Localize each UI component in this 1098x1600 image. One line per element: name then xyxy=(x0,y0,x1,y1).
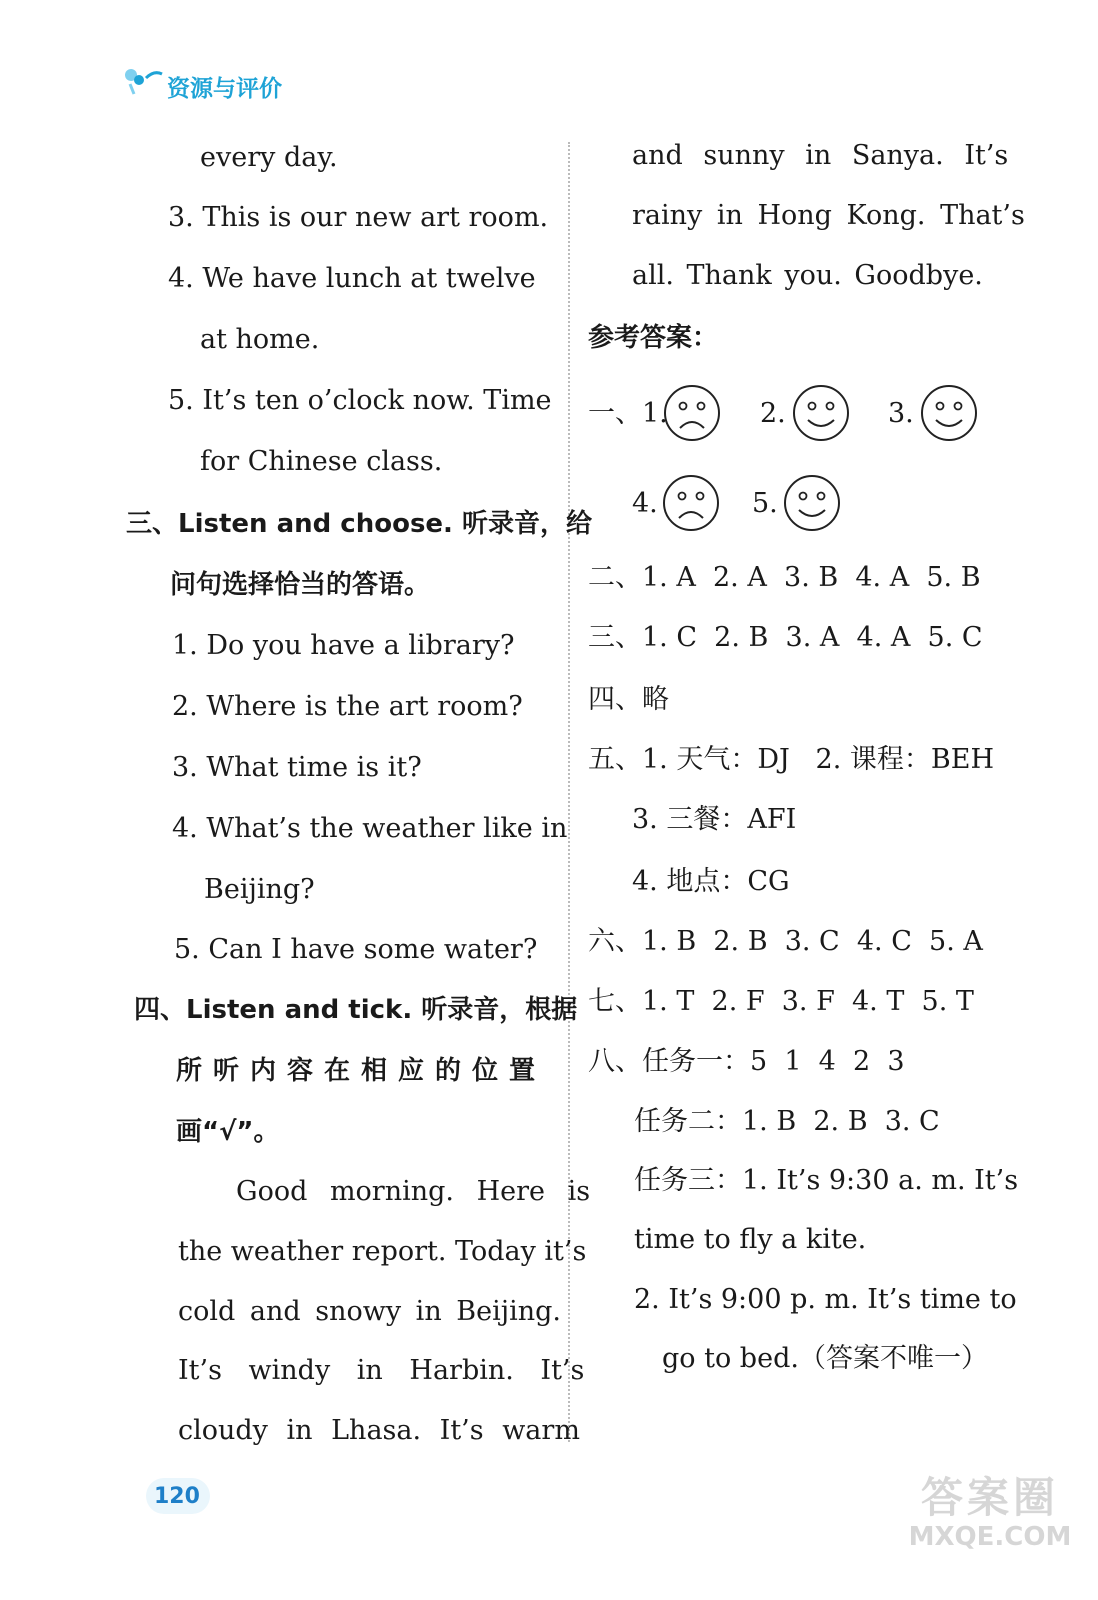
section-3-title-line2: 问句选择恰当的答语。 xyxy=(170,570,431,600)
happy-face-icon xyxy=(783,474,841,532)
passage-line-6: and sunny in Sanya. It’s xyxy=(632,140,1009,171)
left-line-2: 3. This is our new art room. xyxy=(168,202,549,233)
answer-1-label-3: 3. xyxy=(888,398,914,429)
passage-line-1: Good morning. Here is xyxy=(236,1176,591,1207)
answer-1-label-4: 4. xyxy=(632,488,658,519)
section-4-title: 四、Listen and tick. 听录音，根据 xyxy=(134,995,578,1025)
answer-8-line-5: 2. It’s 9:00 p. m. It’s time to xyxy=(634,1284,1017,1315)
answer-4: 四、略 xyxy=(588,684,669,715)
answer-8-line-6: go to bed.（答案不唯一） xyxy=(662,1343,988,1374)
answer-8-line-4: time to fly a kite. xyxy=(634,1224,867,1255)
question-2: 2. Where is the art room? xyxy=(172,691,523,722)
passage-line-8: all. Thank you. Goodbye. xyxy=(632,260,983,291)
answer-key-title: 参考答案： xyxy=(588,323,719,353)
left-line-6: for Chinese class. xyxy=(200,446,443,477)
section-4-title-line2: 所听内容在相应的位置 xyxy=(176,1056,547,1086)
answer-7: 七、1. T 2. F 3. F 4. T 5. T xyxy=(588,986,974,1017)
answer-5-line-3: 4. 地点：CG xyxy=(632,866,790,897)
question-5: 5. Can I have some water? xyxy=(174,934,538,965)
section-3-title: 三、Listen and choose. 听录音，给 xyxy=(126,509,592,539)
answer-1-label-1: 一、1. xyxy=(588,398,668,429)
watermark-bottom-text: MXQE.COM xyxy=(908,1522,1072,1552)
answer-3: 三、1. C 2. B 3. A 4. A 5. C xyxy=(588,622,983,653)
watermark-logo xyxy=(900,1474,1080,1552)
question-1: 1. Do you have a library? xyxy=(172,630,515,661)
left-line-4: at home. xyxy=(200,324,320,355)
question-4b: Beijing? xyxy=(204,874,315,905)
answer-8-line-3: 任务三：1. It’s 9:30 a. m. It’s xyxy=(634,1165,1019,1196)
answer-2: 二、1. A 2. A 3. B 4. A 5. B xyxy=(588,562,981,593)
left-line-5: 5. It’s ten o’clock now. Time xyxy=(168,385,552,416)
answer-6: 六、1. B 2. B 3. C 4. C 5. A xyxy=(588,926,983,957)
sad-face-icon xyxy=(662,474,720,532)
passage-line-7: rainy in Hong Kong. That’s xyxy=(632,200,1025,231)
answer-8-line-2: 任务二：1. B 2. B 3. C xyxy=(634,1106,940,1137)
happy-face-icon xyxy=(792,384,850,442)
question-3: 3. What time is it? xyxy=(172,752,422,783)
sad-face-icon xyxy=(663,384,721,442)
section-4-title-line3: 画“√”。 xyxy=(176,1117,280,1147)
answer-8-line-1: 八、任务一：5 1 4 2 3 xyxy=(588,1046,905,1077)
answer-5-line-1: 五、1. 天气：DJ 2. 课程：BEH xyxy=(588,744,995,775)
left-line-3: 4. We have lunch at twelve xyxy=(168,263,536,294)
header-title: 资源与评价 xyxy=(167,76,282,102)
answer-1-label-5: 5. xyxy=(752,488,778,519)
page-number: 120 xyxy=(154,1484,200,1509)
answer-1-label-2: 2. xyxy=(760,398,786,429)
happy-face-icon xyxy=(920,384,978,442)
watermark-top-text: 答案圈 xyxy=(920,1473,1059,1522)
question-4: 4. What’s the weather like in xyxy=(172,813,568,844)
answer-5-line-2: 3. 三餐：AFI xyxy=(632,804,797,835)
passage-line-2: the weather report. Today it’s xyxy=(178,1236,587,1267)
left-line-1: every day. xyxy=(200,142,338,173)
passage-line-4: It’s windy in Harbin. It’s xyxy=(178,1355,585,1386)
passage-line-5: cloudy in Lhasa. It’s warm xyxy=(178,1415,580,1446)
passage-line-3: cold and snowy in Beijing. xyxy=(178,1296,562,1327)
header-logo-icon xyxy=(122,66,164,100)
